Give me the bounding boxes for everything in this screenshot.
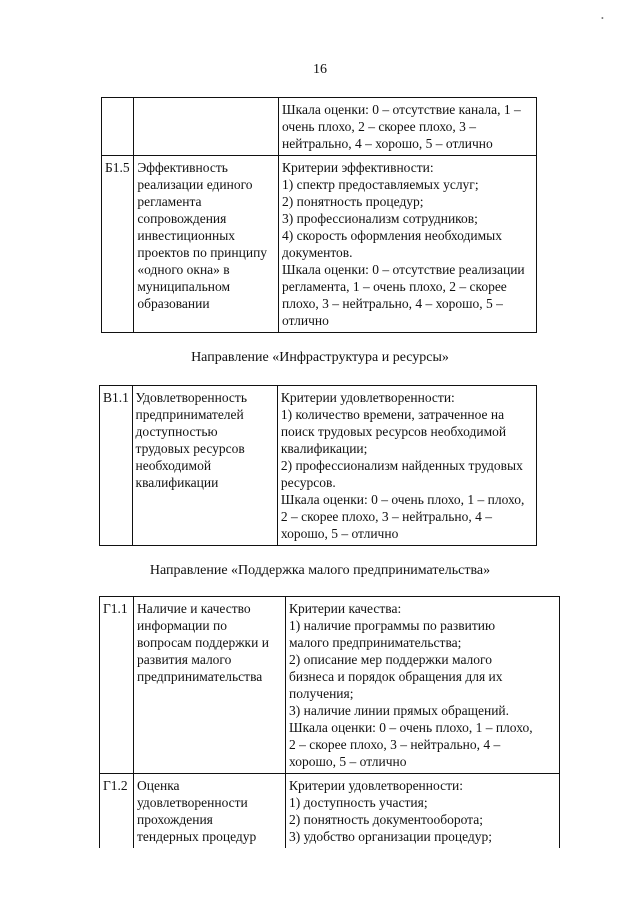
criteria-table-2	[99, 385, 537, 546]
criterion-description: Критерии качества: 1) наличие программы по развитию малого предпринимательства; 2) описание мер поддержки малого бизнеса и порядок обращения для их получения; 3) наличие линии прямых обращений. Шкала оценки: 0 – очень плохо, 1 – плохо, 2 – скорее плохо, 3 – нейтрально, 4 – хорошо, 5 – отлично	[286, 597, 560, 774]
criterion-code: Г1.2	[100, 774, 134, 849]
criterion-description: Шкала оценки: 0 – отсутствие канала, 1 – очень плохо, 2 – скорее плохо, 3 – нейтрально, 4 – хорошо, 5 – отлично	[279, 98, 537, 156]
criterion-name	[134, 98, 279, 156]
table-row	[102, 156, 537, 333]
table-row	[100, 386, 537, 546]
section-heading-small-business: Направление «Поддержка малого предпринимательства»	[149, 563, 491, 578]
page-number: 16	[313, 62, 327, 77]
table-row	[102, 98, 537, 156]
criterion-description: Критерии эффективности: 1) спектр предоставляемых услуг; 2) понятность процедур; 3) профессионализм сотрудников; 4) скорость оформления необходимых документов. Шкала оценки: 0 – отсутствие реализации регламента, 1 – очень плохо, 2 – скорее плохо, 3 – нейтрально, 4 – хорошо, 5 – отлично	[279, 156, 537, 333]
table-row	[100, 597, 560, 774]
criterion-code: В1.1	[100, 386, 133, 546]
criterion-name: Удовлетворенность предпринимателей доступностью трудовых ресурсов необходимой квалификации	[132, 386, 277, 546]
criterion-code	[102, 98, 134, 156]
scan-artifact: •	[601, 14, 604, 23]
criterion-code: Б1.5	[102, 156, 134, 333]
criterion-code: Г1.1	[100, 597, 134, 774]
criteria-table-3	[99, 596, 560, 848]
criterion-name: Наличие и качество информации по вопросам поддержки и развития малого предпринимательства	[134, 597, 286, 774]
table-row	[100, 774, 560, 849]
criteria-table-1	[101, 97, 537, 333]
criterion-description: Критерии удовлетворенности: 1) количество времени, затраченное на поиск трудовых ресурсов необходимой квалификации; 2) профессионализм найденных трудовых ресурсов. Шкала оценки: 0 – очень плохо, 1 – плохо, 2 – скорее плохо, 3 – нейтрально, 4 – хорошо, 5 – отлично	[277, 386, 536, 546]
section-heading-infrastructure: Направление «Инфраструктура и ресурсы»	[191, 350, 449, 365]
criterion-name: Эффективность реализации единого регламента сопровождения инвестиционных проектов по принципу «одного окна» в муниципальном образовании	[134, 156, 279, 333]
criterion-description: Критерии удовлетворенности: 1) доступность участия; 2) понятность документооборота; 3) удобство организации процедур;	[286, 774, 560, 849]
criterion-name: Оценка удовлетворенности прохождения тендерных процедур	[134, 774, 286, 849]
